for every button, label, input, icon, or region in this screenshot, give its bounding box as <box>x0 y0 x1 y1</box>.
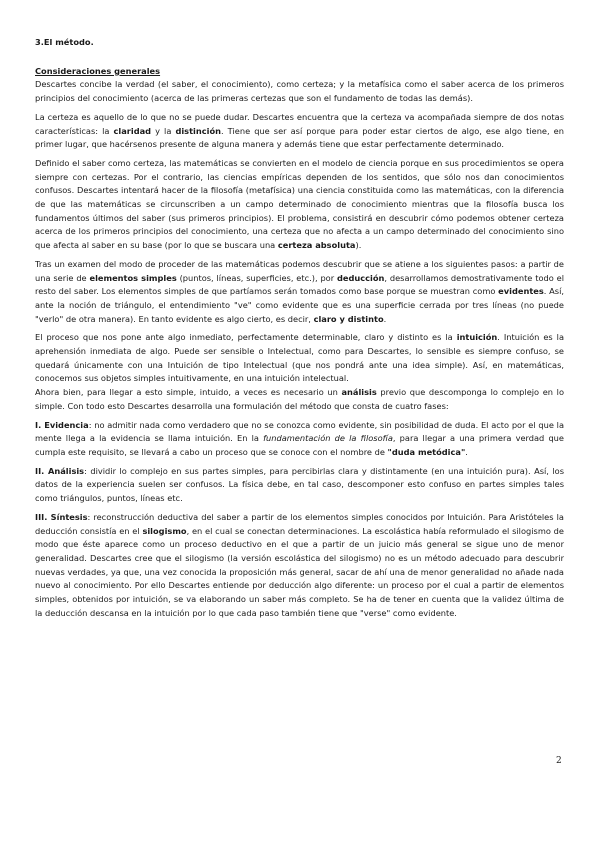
phase-label-sintesis: III. Síntesis <box>35 511 88 522</box>
text-run: y la <box>151 125 176 136</box>
text-run: , para llegar a una primera verdad que cumpla este requisito, se llevará a cabo un proceso que se conoce con el nombre de <box>35 433 564 457</box>
term-intuicion: intuición <box>456 332 498 343</box>
text-run: Definido el saber como certeza, las matemáticas se convierten en el modelo de ciencia porque en sus procedimientos se opera siempre con certezas. Por el contrario, las ciencias empíricas dependen de los sentidos, que sólo nos dan conocimientos confusos. Descartes intentará hacer de la filosofía (metafísica) una ciencia constituida como las matemáticas, con la diferencia de que las matemáticas se circunscriben a un campo determinado de conocimiento mientras que la filosofía busca los fundamentos últimos del saber (sus primeros principios). El problema, consistirá en descubrir cómo podemos obtener certeza acerca de los primeros principios del conocimiento, una certeza que no afecta a un campo determinado del conocimiento sino que afecta al saber en su base (por lo que se buscara una <box>35 157 564 251</box>
paragraph-analisis-previo <box>35 386 564 413</box>
term-claro-y-distinto: claro y distinto <box>313 313 384 324</box>
term-distincion: distinción <box>175 125 222 136</box>
text-run: (puntos, líneas, superficies, etc.), por <box>176 272 337 283</box>
text-run: : no admitir nada como verdadero que no se conozca como evidente, sin posibilidad de duda. El acto por el que la mente llega a la evidencia se llama intuición. En la <box>35 419 564 444</box>
text-run: . Intuición es la aprehensión inmediata de algo. Puede ser sensible o Intelectual, como para Descartes, lo sensible es siempre confuso, se quedará únicamente con una Intuición de tipo Intelectual (que nos pondrá ante una idea simple). Así, en matemáticas, conocemos sus objetos simples intuitivamente, en una intuición intelectual. <box>35 332 564 384</box>
page-number: 2 <box>556 756 562 766</box>
text-run: : dividir lo complejo en sus partes simples, para percibirlas clara y distintamente (en una intuición pura). Así, los datos de la experiencia suelen ser confusos. La física debe, en tal caso, descomponer esto confuso en partes simples tales como triángulos, puntos, líneas etc. <box>35 465 564 504</box>
text-run: . Así, ante la noción de triángulo, el entendimiento "ve" como evidente que es una superficie cerrada por tres líneas (no puede "verlo" de otra manera). En tanto evidente es algo cierto, es decir, <box>35 286 564 324</box>
term-elementos-simples: elementos simples <box>89 272 177 283</box>
phase-analisis <box>35 465 564 506</box>
text-run: , en el cual se conectan determinaciones. La escolástica había reformulado el silogismo de modo que éste aparece como un proceso deductivo en el que a partir de un juicio más general se sigue uno de menor generalidad. Descartes cree que el silogismo (la versión escolástica del silogismo) no es un método adecuado para descubrir nuevas verdades, ya que, una vez conocida la proposición más general, sacar de ahí una de menor generalidad no añade nada nuevo al conocimiento. Por ello Descartes entiende por deducción algo diferente: un proceso por el cual a partir de elementos simples, obtenidos por intuición, se va elaborando un saber más completo. Se ha de tener en cuenta que la validez última de la deducción descansa en la intuición por lo que cada paso también tiene que "verse" como evidente. <box>35 525 564 618</box>
term-silogismo: silogismo <box>142 525 187 536</box>
text-run: . <box>383 313 387 324</box>
text-run: , desarrollamos demostrativamente todo el resto del saber. Los elementos simples de que partíamos serán tomados como base porque se muestran como <box>35 272 564 297</box>
paragraph-verdad-certeza: Descartes concibe la verdad (el saber, el conocimiento), como certeza; y la metafísica como el saber acerca de los primeros principios del conocimiento (acerca de las primeras certezas que son el fundamento de todas las demás). <box>35 79 564 104</box>
text-run: . <box>465 446 468 457</box>
phase-label-evidencia: I. Evidencia <box>35 419 89 430</box>
term-certeza-absoluta: certeza absoluta <box>277 240 356 251</box>
term-claridad: claridad <box>113 125 152 136</box>
term-deduccion: deducción <box>336 272 385 283</box>
section-title: 3.El método. <box>35 37 94 47</box>
paragraph-matematicas-modelo <box>35 157 564 253</box>
text-run: : reconstrucción deductiva del saber a partir de los elementos simples conocidos por Intuición. Para Aristóteles la deducción consistía en el <box>35 511 564 536</box>
paragraph-intuicion <box>35 331 564 386</box>
term-analisis: análisis <box>341 387 377 398</box>
subsection-title: Consideraciones generales <box>35 65 161 76</box>
document-page <box>35 36 564 625</box>
text-run: . Tiene que ser así porque para poder estar ciertos de algo, ese algo tiene, en primer lugar, que hacérsenos presente de alguna manera y además tiene que estar perfectamente determinado. <box>35 125 564 150</box>
paragraph-claridad-distincion <box>35 111 564 152</box>
text-run: La certeza es aquello de lo que no se puede dudar. Descartes encuentra que la certeza va acompañada siempre de dos notas características: la <box>35 111 564 136</box>
text-run: Tras un examen del modo de proceder de las matemáticas podemos descubrir que se atiene a los siguientes pasos: a partir de una serie de <box>35 258 564 283</box>
term-duda-metodica: "duda metódica" <box>387 446 466 457</box>
text-run: ). <box>355 240 362 251</box>
phase-evidencia <box>35 419 564 460</box>
text-run: El proceso que nos pone ante algo inmediato, perfectamente determinable, claro y distinto es la <box>35 332 457 343</box>
text-run: previo que descomponga lo complejo en lo simple. Con todo esto Descartes desarrolla una formulación del método que consta de cuatro fases: <box>35 387 564 411</box>
term-fundamentacion: fundamentación de la filosofía <box>263 433 393 444</box>
text-run: Ahora bien, para llegar a esto simple, intuido, a veces es necesario un <box>35 387 342 398</box>
term-evidentes: evidentes <box>498 286 544 297</box>
paragraph-elementos-simples <box>35 258 564 327</box>
phase-label-analisis: II. Análisis <box>35 465 85 476</box>
phase-sintesis <box>35 511 564 621</box>
